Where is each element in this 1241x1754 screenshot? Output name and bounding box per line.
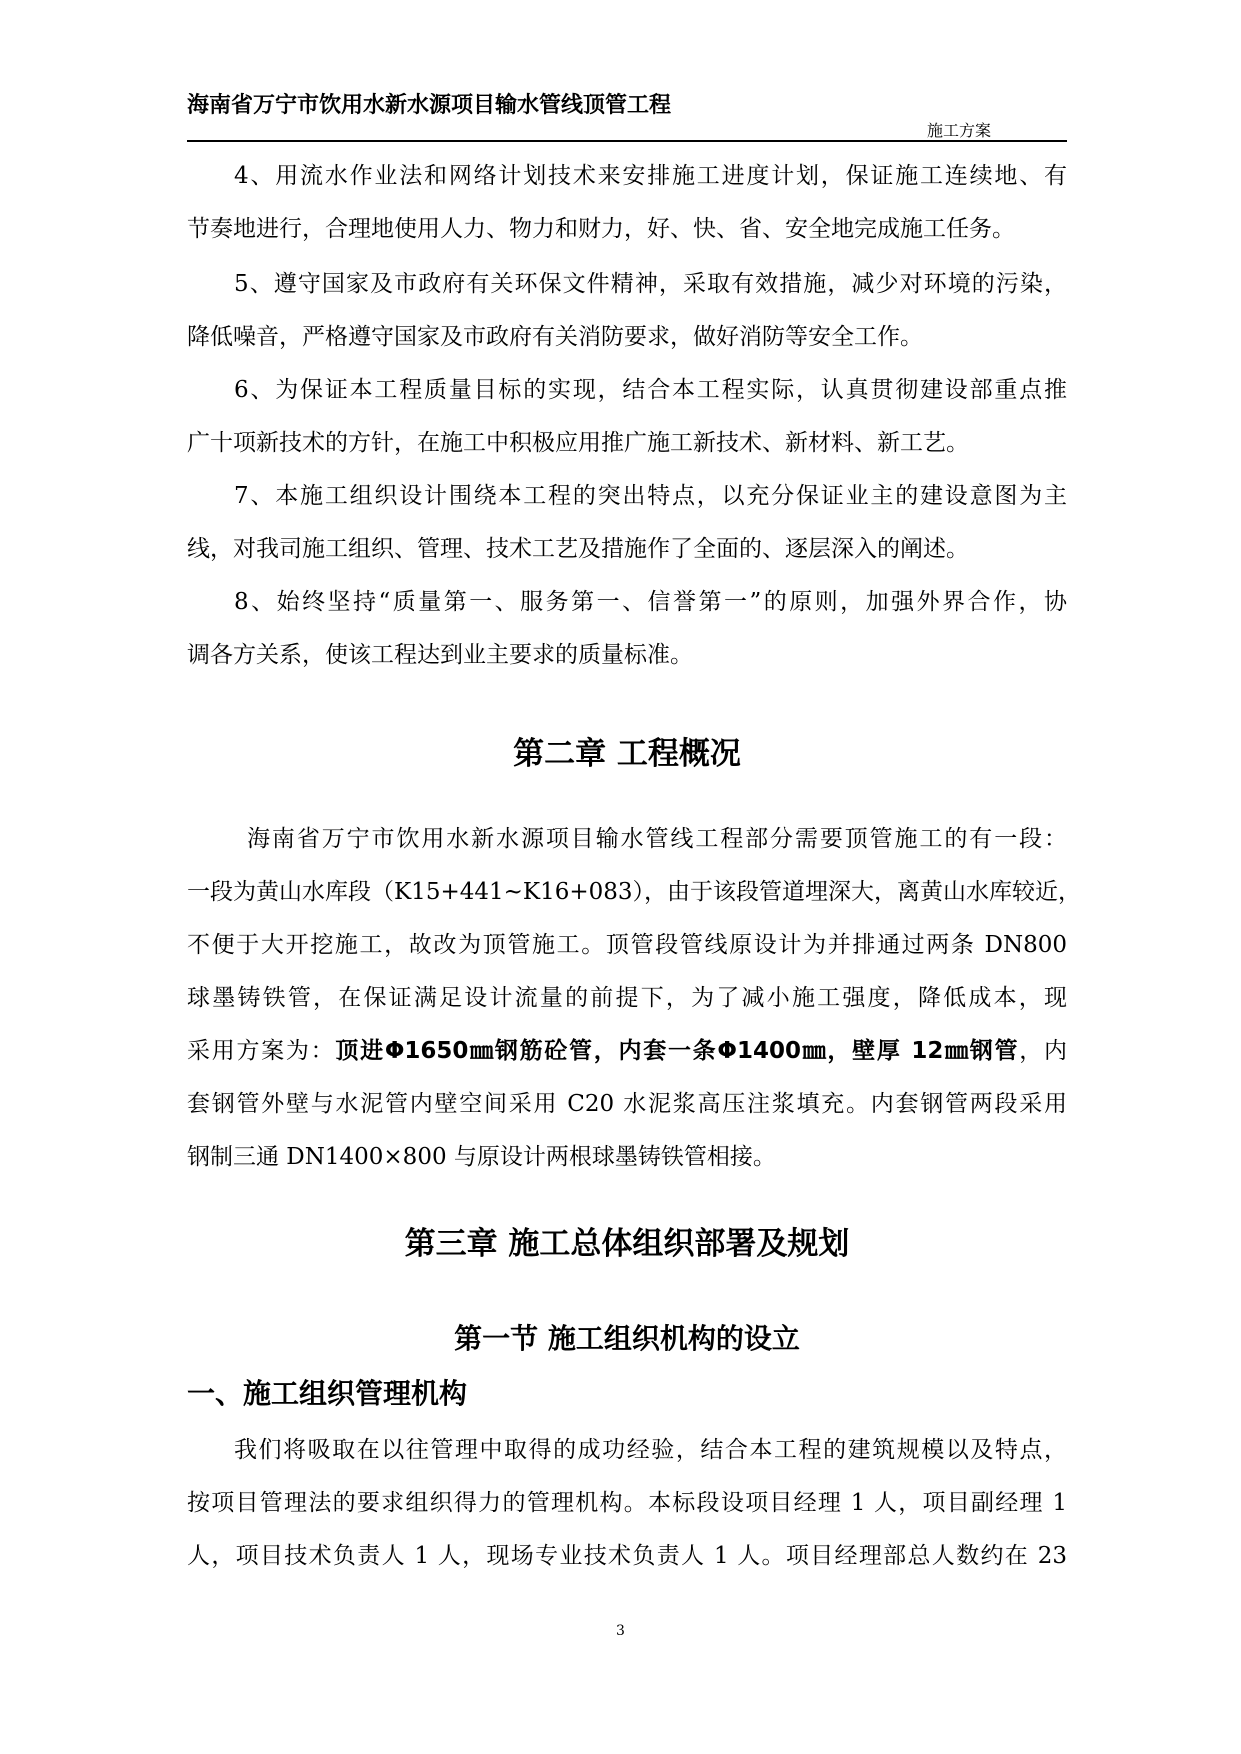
plain-text: 采用方案为： xyxy=(187,1038,336,1064)
principle-7-paragraph xyxy=(187,470,1067,576)
emphasized-scheme-text: 顶进Φ1650㎜钢筋砼管，内套一条Φ1400㎜，壁厚 12㎜钢管 xyxy=(335,1038,1020,1064)
principle-5-paragraph xyxy=(187,258,1067,364)
document-header-subtitle: 施工方案 xyxy=(927,121,992,140)
principle-4-paragraph xyxy=(187,150,1067,256)
paragraph-line: 我们将吸取在以往管理中取得的成功经验，结合本工程的建筑规模以及特点， xyxy=(234,1437,1067,1463)
paragraph-line: 降低噪音，严格遵守国家及市政府有关消防要求，做好消防等安全工作。 xyxy=(187,324,923,350)
paragraph-line: 广十项新技术的方针，在施工中积极应用推广施工新技术、新材料、新工艺。 xyxy=(187,430,969,456)
paragraph-line: 海南省万宁市饮用水新水源项目输水管线工程部分需要顶管施工的有一段： xyxy=(247,826,1067,852)
paragraph-line: 5、遵守国家及市政府有关环保文件精神，采取有效措施，减少对环境的污染， xyxy=(234,271,1067,297)
paragraph-line-with-emphasis xyxy=(187,1025,1067,1078)
document-header-title: 海南省万宁市饮用水新水源项目输水管线顶管工程 xyxy=(187,93,672,118)
paragraph-line: 钢制三通 DN1400×800 与原设计两根球墨铸铁管相接。 xyxy=(187,1144,776,1170)
chapter-2-heading: 第二章 工程概况 xyxy=(513,736,741,772)
header-divider xyxy=(187,140,1067,142)
paragraph-line: 8、始终坚持“质量第一、服务第一、信誉第一”的原则，加强外界合作，协 xyxy=(234,589,1067,615)
page-number: 3 xyxy=(616,1623,625,1639)
paragraph-line: 按项目管理法的要求组织得力的管理机构。本标段设项目经理 1 人，项目副经理 1 xyxy=(187,1490,1067,1516)
paragraph-line: 7、本施工组织设计围绕本工程的突出特点，以充分保证业主的建设意图为主 xyxy=(234,483,1067,509)
paragraph-line: 节奏地进行，合理地使用人力、物力和财力，好、快、省、安全地完成施工任务。 xyxy=(187,216,1015,242)
principle-6-paragraph xyxy=(187,364,1067,470)
chapter-2-paragraph xyxy=(187,813,1082,1184)
paragraph-line: 套钢管外壁与水泥管内壁空间采用 C20 水泥浆高压注浆填充。内套钢管两段采用 xyxy=(187,1091,1067,1117)
plain-text: ，内 xyxy=(1019,1038,1068,1064)
principle-8-paragraph xyxy=(187,576,1067,682)
paragraph-line: 球墨铸铁管，在保证满足设计流量的前提下，为了减小施工强度，降低成本，现 xyxy=(187,985,1067,1011)
paragraph-line: 人，项目技术负责人 1 人，现场专业技术负责人 1 人。项目经理部总人数约在 23 xyxy=(187,1543,1067,1569)
chapter-3-paragraph xyxy=(187,1424,1067,1583)
paragraph-line: 调各方关系，使该工程达到业主要求的质量标准。 xyxy=(187,642,693,668)
paragraph-line: 4、用流水作业法和网络计划技术来安排施工进度计划，保证施工连续地、有 xyxy=(234,163,1067,189)
paragraph-line: 6、为保证本工程质量目标的实现，结合本工程实际，认真贯彻建设部重点推 xyxy=(234,377,1067,403)
paragraph-line: 线，对我司施工组织、管理、技术工艺及措施作了全面的、逐层深入的阐述。 xyxy=(187,536,969,562)
paragraph-line: 不便于大开挖施工，故改为顶管施工。顶管段管线原设计为并排通过两条 DN800 xyxy=(187,932,1067,958)
section-1-heading: 第一节 施工组织机构的设立 xyxy=(454,1322,800,1355)
paragraph-line: 一段为黄山水库段（K15+441~K16+083），由于该段管道埋深大，离黄山水库较近， xyxy=(187,879,1082,905)
chapter-3-heading: 第三章 施工总体组织部署及规划 xyxy=(404,1226,850,1262)
subsection-1-heading: 一、施工组织管理机构 xyxy=(187,1377,468,1410)
